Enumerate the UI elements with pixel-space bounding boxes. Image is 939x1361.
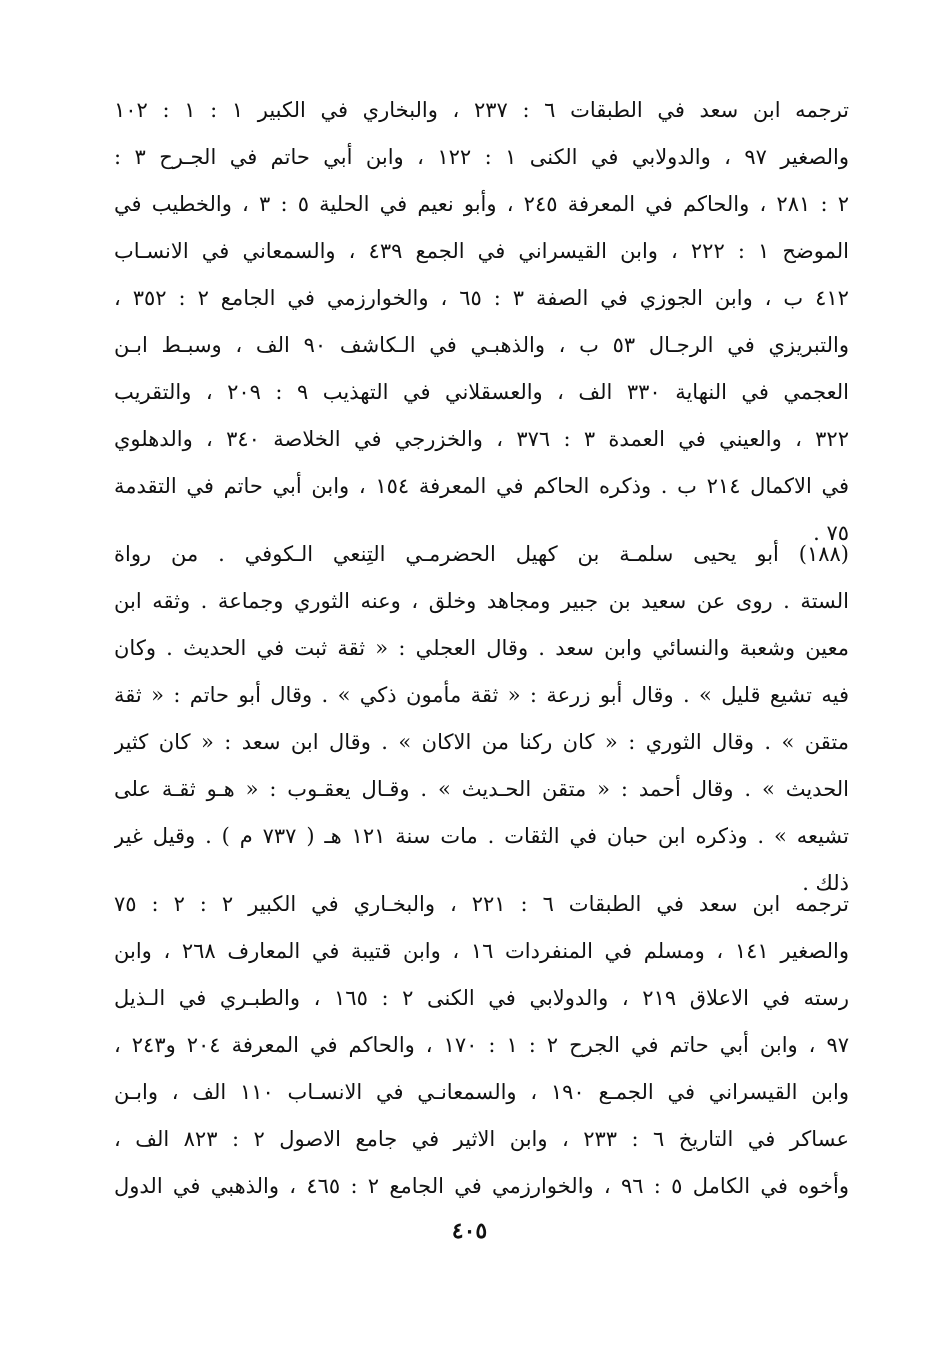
text-line: ترجمه ابن سعد في الطبقات ٦ : ٢٢١ ، والبخـاري في الكبير ٢ : ٢ : ٧٥ xyxy=(114,892,849,916)
text-line: العجمي في النهاية ٣٣٠ الف ، والعسقلاني في التهذيب ٩ : ٢٠٩ ، والتقريب xyxy=(114,380,849,404)
text-line: ٩٧ ، وابن أبي حاتم في الجرح ٢ : ١ : ١٧٠ ، والحاكم في المعرفة ٢٠٤ و٢٤٣ ، xyxy=(114,1033,849,1057)
paragraph-entry-188 xyxy=(114,531,849,907)
paragraph-references-2 xyxy=(114,881,849,1210)
text-line: ٢ : ٢٨١ ، والحاكم في المعرفة ٢٤٥ ، وأبو نعيم في الحلية ٥ : ٣ ، والخطيب في xyxy=(114,192,849,216)
text-line: تشيعه » . وذكره ابن حبان في الثقات . مات سنة ١٢١ هـ ( ٧٣٧ م ) . وقيل غير xyxy=(114,824,849,848)
page-number: ٤٠٥ xyxy=(451,1218,488,1244)
text-line: في الاكمال ٢١٤ ب . وذكره الحاكم في المعرفة ١٥٤ ، وابن أبي حاتم في التقدمة xyxy=(114,474,849,498)
text-line: ترجمه ابن سعد في الطبقات ٦ : ٢٣٧ ، والبخاري في الكبير ١ : ١ : ١٠٢ xyxy=(114,98,849,122)
text-line: والصغير ٩٧ ، والدولابي في الكنى ١ : ١٢٢ ، وابن أبي حاتم في الجـرح ٣ : xyxy=(114,145,849,169)
text-line: الحديث » . وقال أحمد : « متقن الحـديث » . وقـال يعقـوب : « هـو ثقـة على xyxy=(114,777,849,801)
text-line: ٤١٢ ب ، وابن الجوزي في الصفة ٣ : ٦٥ ، والخوارزمي في الجامع ٢ : ٣٥٢ ، xyxy=(114,286,849,310)
text-line: ذلك . xyxy=(802,871,849,895)
text-line: ٧٥ . xyxy=(813,521,849,545)
text-line: متقن » . وقال الثوري : « كان ركنا من الاكان » . وقال ابن سعد : « كان كثير xyxy=(114,730,849,754)
text-line: (١٨٨) أبو يحيى سلمـة بن كهيل الحضرمـي التِنعي الـكوفي . من رواة xyxy=(114,542,849,566)
paragraph-references-1 xyxy=(114,87,849,557)
text-line: رسته في الاعلاق ٢١٩ ، والدولابي في الكنى ٢ : ١٦٥ ، والطبـري في الـذيل xyxy=(114,986,849,1010)
text-line: والصغير ١٤١ ، ومسلم في المنفردات ١٦ ، وابن قتيبة في المعارف ٢٦٨ ، وابن xyxy=(114,939,849,963)
text-line: وابن القيسراني في الجمـع ١٩٠ ، والسمعانـي في الانسـاب ١١٠ الف ، وابـن xyxy=(114,1080,849,1104)
text-line: الستة . روى عن سعيد بن جبير ومجاهد وخلق ، وعنه الثوري وجماعة . وثقه ابن xyxy=(114,589,849,613)
text-line: معين وشعبة والنسائي وابن سعد . وقال العجلي : « ثقة ثبت في الحديث . وكان xyxy=(114,636,849,660)
text-line: فيه تشيع قليل » . وقال أبو زرعة : « ثقة مأمون ذكي » . وقال أبو حاتم : « ثقة xyxy=(114,683,849,707)
text-line: عساكر في التاريخ ٦ : ٢٣٣ ، وابن الاثير في جامع الاصول ٢ : ٨٢٣ الف ، xyxy=(114,1127,849,1151)
text-line: وأخوه في الكامل ٥ : ٩٦ ، والخوارزمي في الجامع ٢ : ٤٦٥ ، والذهبي في الدول xyxy=(114,1174,849,1198)
text-line: الموضح ١ : ٢٢٢ ، وابن القيسراني في الجمع ٤٣٩ ، والسمعاني في الانسـاب xyxy=(114,239,849,263)
text-line: ٣٢٢ ، والعيني في العمدة ٣ : ٣٧٦ ، والخزرجي في الخلاصة ٣٤٠ ، والدهلوي xyxy=(114,427,849,451)
text-line: والتبريزي في الرجـال ٥٣ ب ، والذهبـي في الـكاشف ٩٠ الف ، وسبـط ابـن xyxy=(114,333,849,357)
